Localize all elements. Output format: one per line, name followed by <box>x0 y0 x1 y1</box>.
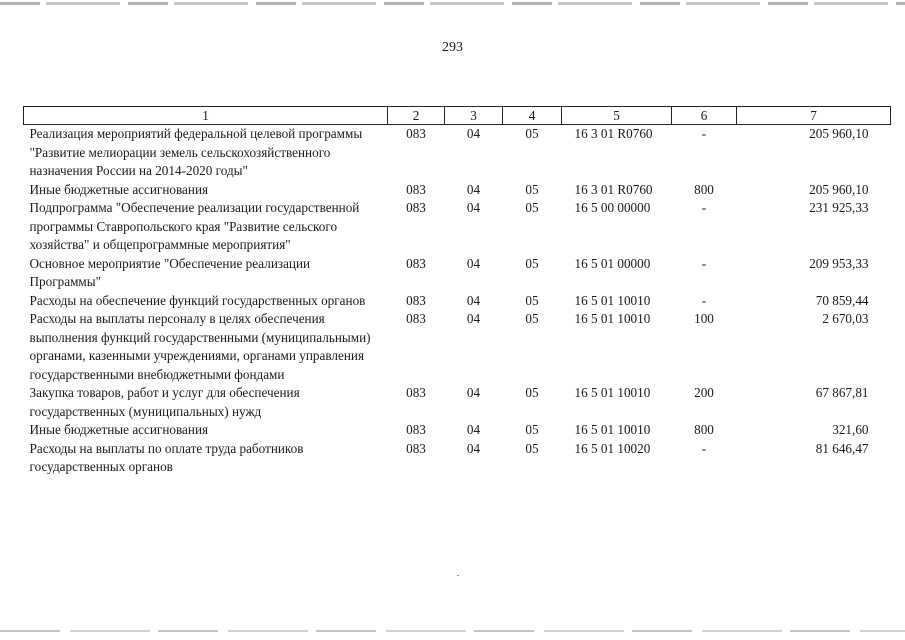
row-ministry-code: 083 <box>406 385 426 400</box>
row-expense-type: 100 <box>694 311 714 326</box>
row-target-code: 16 5 01 10010 <box>574 292 651 308</box>
row-subsection-code: 05 <box>525 422 539 437</box>
row-name: Иные бюджетные ассигнования <box>29 181 209 197</box>
table-row <box>24 421 891 440</box>
row-amount: 321,60 <box>832 422 869 437</box>
row-amount: 205 960,10 <box>809 126 869 141</box>
header-col-7: 7 <box>737 107 891 125</box>
page-number: 293 <box>442 40 463 55</box>
row-target-code: 16 5 01 00000 <box>574 255 651 271</box>
row-amount: 67 867,81 <box>815 385 869 400</box>
row-ministry-code: 083 <box>406 292 426 308</box>
row-target-code: 16 5 00 00000 <box>574 200 651 215</box>
row-target-code: 16 5 01 10010 <box>574 385 651 400</box>
row-amount: 205 960,10 <box>809 181 869 197</box>
row-section-code: 04 <box>466 385 481 400</box>
row-expense-type: 200 <box>694 385 714 400</box>
row-ministry-code: 083 <box>406 422 426 437</box>
row-name: Закупка товаров, работ и услуг для обеспечения государственных (муниципальных) нужд <box>29 385 300 419</box>
table-row <box>24 255 891 292</box>
row-expense-type: - <box>701 292 707 308</box>
row-amount: 209 953,33 <box>809 255 869 271</box>
row-ministry-code: 083 <box>406 440 426 456</box>
row-subsection-code: 05 <box>525 126 539 141</box>
row-target-code: 16 3 01 R0760 <box>574 181 653 197</box>
row-name: Иные бюджетные ассигнования <box>29 422 209 437</box>
table-row <box>24 310 891 384</box>
row-target-code: 16 3 01 R0760 <box>574 126 653 141</box>
row-subsection-code: 05 <box>525 200 539 215</box>
header-col-3: 3 <box>445 107 503 125</box>
row-target-code: 16 5 01 10010 <box>574 422 651 437</box>
row-name: Расходы на обеспечение функций государственных органов <box>29 292 366 308</box>
header-col-1: 1 <box>24 107 388 125</box>
row-name: Реализация мероприятий федеральной целевой программы "Развитие мелиорации земель сельскохозяйственного назначения России на 2014-2020 годы" <box>29 126 363 178</box>
row-name: Расходы на выплаты персоналу в целях обеспечения выполнения функций государственными (муниципальными) органами, казенными учреждениями, органами управления государственными внебюджетными фондами <box>29 311 371 382</box>
table-header <box>24 107 891 125</box>
row-ministry-code: 083 <box>406 126 426 141</box>
table-row <box>24 125 891 181</box>
row-name: Расходы на выплаты по оплате труда работников государственных органов <box>29 440 304 474</box>
row-subsection-code: 05 <box>525 181 539 197</box>
row-name: Основное мероприятие "Обеспечение реализации Программы" <box>29 255 311 289</box>
row-amount: 81 646,47 <box>815 440 869 456</box>
row-subsection-code: 05 <box>525 440 539 456</box>
row-section-code: 04 <box>466 311 481 326</box>
row-section-code: 04 <box>466 181 481 197</box>
row-ministry-code: 083 <box>406 311 426 326</box>
header-col-5: 5 <box>562 107 672 125</box>
table-row <box>24 384 891 421</box>
table-body <box>24 125 891 477</box>
row-amount: 70 859,44 <box>815 292 869 308</box>
row-section-code: 04 <box>466 292 481 308</box>
row-subsection-code: 05 <box>525 255 539 271</box>
table-row <box>24 181 891 200</box>
row-section-code: 04 <box>466 422 481 437</box>
row-section-code: 04 <box>466 200 481 215</box>
budget-table <box>23 106 891 477</box>
scan-speck <box>457 575 459 576</box>
row-section-code: 04 <box>466 255 481 271</box>
header-col-6: 6 <box>672 107 737 125</box>
header-col-4: 4 <box>503 107 562 125</box>
row-expense-type: - <box>701 126 707 141</box>
row-amount: 231 925,33 <box>809 200 869 215</box>
row-subsection-code: 05 <box>525 292 539 308</box>
row-section-code: 04 <box>466 126 481 141</box>
header-row <box>24 107 891 125</box>
row-target-code: 16 5 01 10010 <box>574 311 651 326</box>
row-ministry-code: 083 <box>406 255 426 271</box>
row-ministry-code: 083 <box>406 200 426 215</box>
row-expense-type: 800 <box>694 181 714 197</box>
row-expense-type: 800 <box>694 422 714 437</box>
header-col-2: 2 <box>388 107 445 125</box>
scan-edge-bottom <box>0 630 905 632</box>
row-subsection-code: 05 <box>525 385 539 400</box>
table-row <box>24 199 891 255</box>
scan-edge-top <box>0 2 905 5</box>
row-expense-type: - <box>701 440 707 456</box>
table-row <box>24 292 891 311</box>
row-amount: 2 670,03 <box>822 311 869 326</box>
table-row <box>24 440 891 477</box>
row-ministry-code: 083 <box>406 181 426 197</box>
row-section-code: 04 <box>466 440 481 456</box>
row-subsection-code: 05 <box>525 311 539 326</box>
row-expense-type: - <box>701 200 707 215</box>
row-expense-type: - <box>701 255 707 271</box>
row-name: Подпрограмма "Обеспечение реализации государственной программы Ставропольского края "Развитие сельского хозяйства" и общепрограммные мероприятия" <box>29 200 360 252</box>
row-target-code: 16 5 01 10020 <box>574 440 651 456</box>
